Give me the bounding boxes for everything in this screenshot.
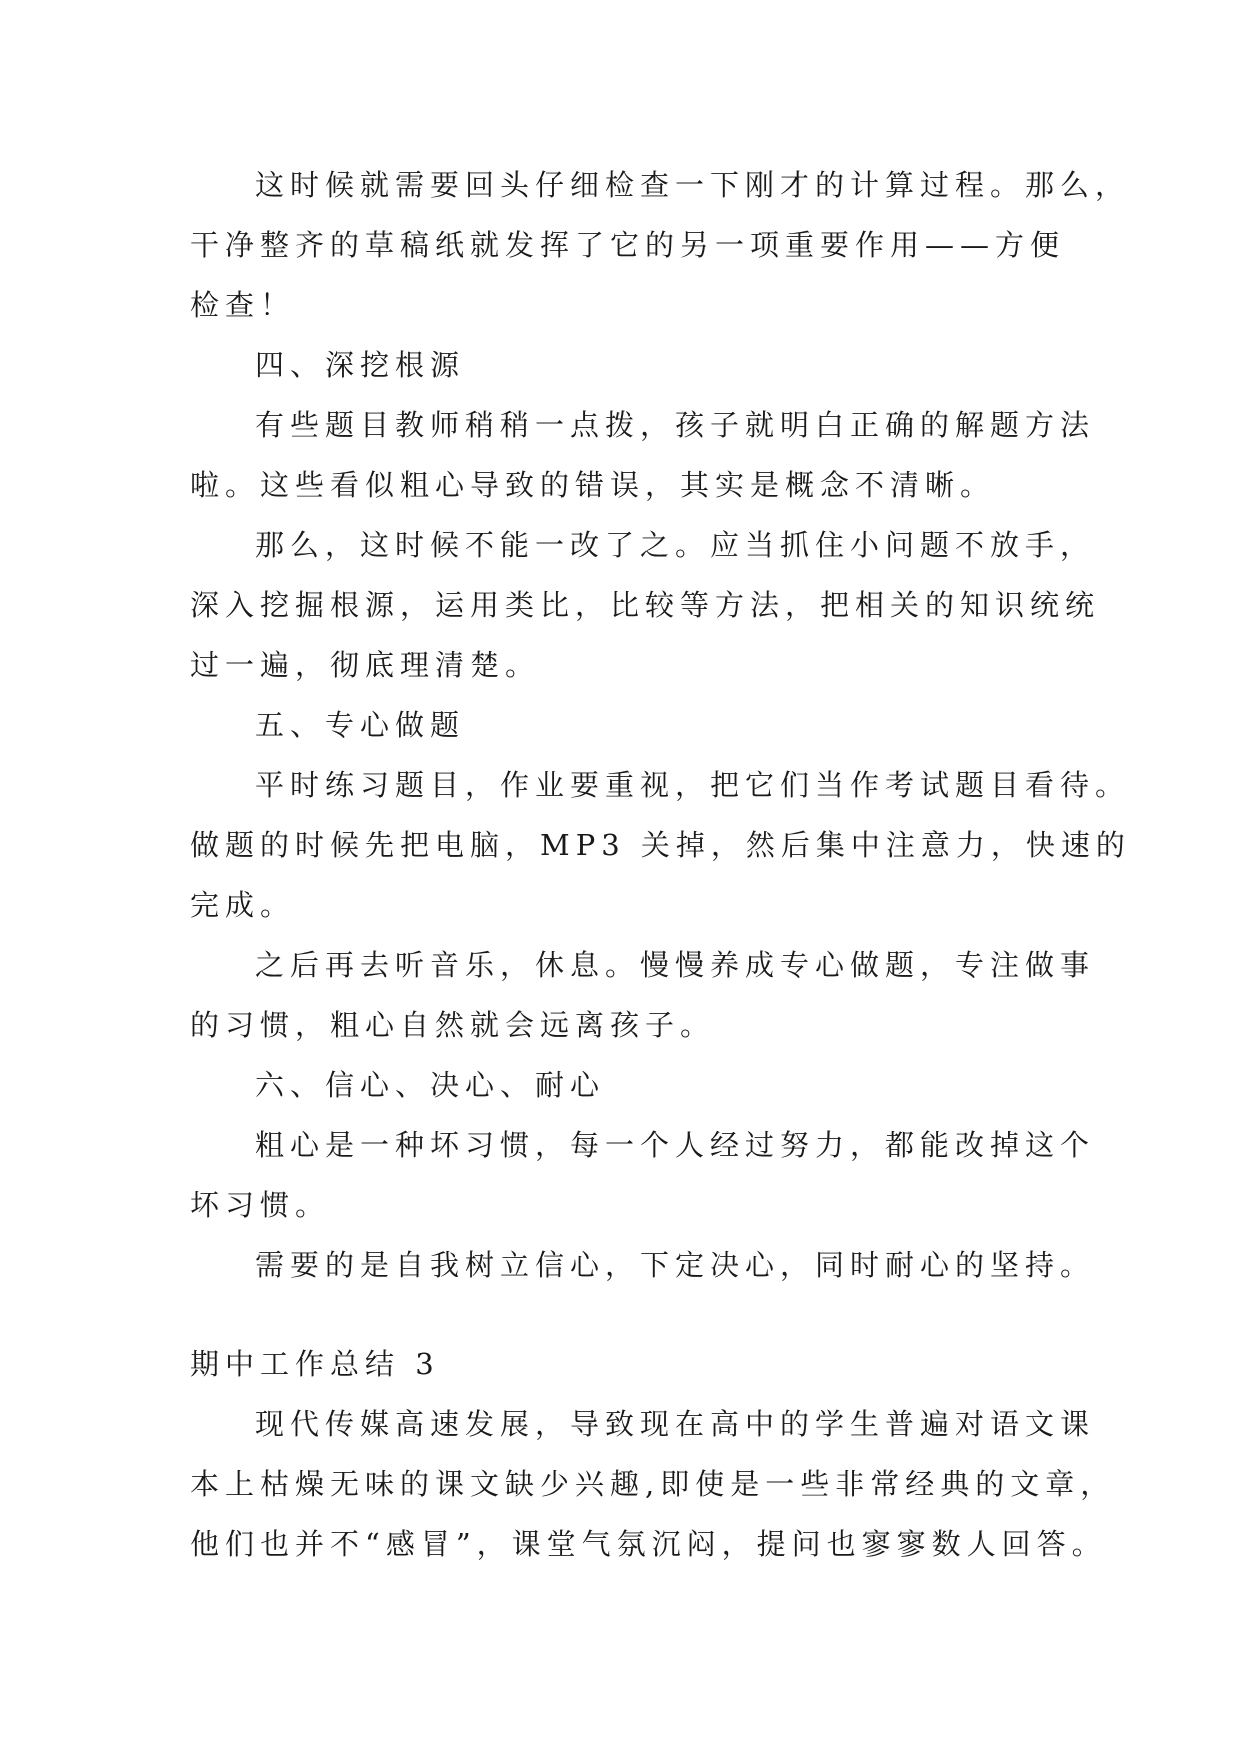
paragraph-line: 深入挖掘根源，运用类比，比较等方法，把相关的知识统统 xyxy=(190,588,1101,622)
paragraph-line: 平时练习题目，作业要重视，把它们当作考试题目看待。 xyxy=(255,768,1131,802)
document-title: 期中工作总结 3 xyxy=(190,1347,440,1381)
paragraph-line: 完成。 xyxy=(190,888,296,922)
paragraph-line: 啦。这些看似粗心导致的错误，其实是概念不清晰。 xyxy=(190,468,996,502)
section-heading: 四、深挖根源 xyxy=(255,348,466,382)
paragraph-line: 本上枯燥无味的课文缺少兴趣,即使是一些非常经典的文章， xyxy=(190,1467,1116,1501)
paragraph-line: 过一遍，彻底理清楚。 xyxy=(190,648,541,682)
paragraph-line: 坏习惯。 xyxy=(190,1188,331,1222)
paragraph-line: 粗心是一种坏习惯，每一个人经过努力，都能改掉这个 xyxy=(255,1128,1096,1162)
paragraph-line: 有些题目教师稍稍一点拨，孩子就明白正确的解题方法 xyxy=(255,408,1096,442)
paragraph-line: 干净整齐的草稿纸就发挥了它的另一项重要作用——方便 xyxy=(190,228,1066,262)
paragraph-line: 现代传媒高速发展，导致现在高中的学生普遍对语文课 xyxy=(255,1407,1096,1441)
paragraph-line: 的习惯，粗心自然就会远离孩子。 xyxy=(190,1008,716,1042)
section-heading: 六、信心、决心、耐心 xyxy=(255,1068,606,1102)
paragraph-line: 他们也并不“感冒”，课堂气氛沉闷，提问也寥寥数人回答。 xyxy=(190,1527,1107,1561)
paragraph-line: 这时候就需要回头仔细检查一下刚才的计算过程。那么， xyxy=(255,168,1131,202)
paragraph-line: 检查！ xyxy=(190,288,296,322)
section-heading: 五、专心做题 xyxy=(255,708,466,742)
paragraph-line: 做题的时候先把电脑，MP3 关掉，然后集中注意力，快速的 xyxy=(190,828,1131,862)
paragraph-line: 需要的是自我树立信心，下定决心，同时耐心的坚持。 xyxy=(255,1248,1096,1282)
paragraph-line: 之后再去听音乐，休息。慢慢养成专心做题，专注做事 xyxy=(255,948,1096,982)
paragraph-line: 那么，这时候不能一改了之。应当抓住小问题不放手， xyxy=(255,528,1096,562)
